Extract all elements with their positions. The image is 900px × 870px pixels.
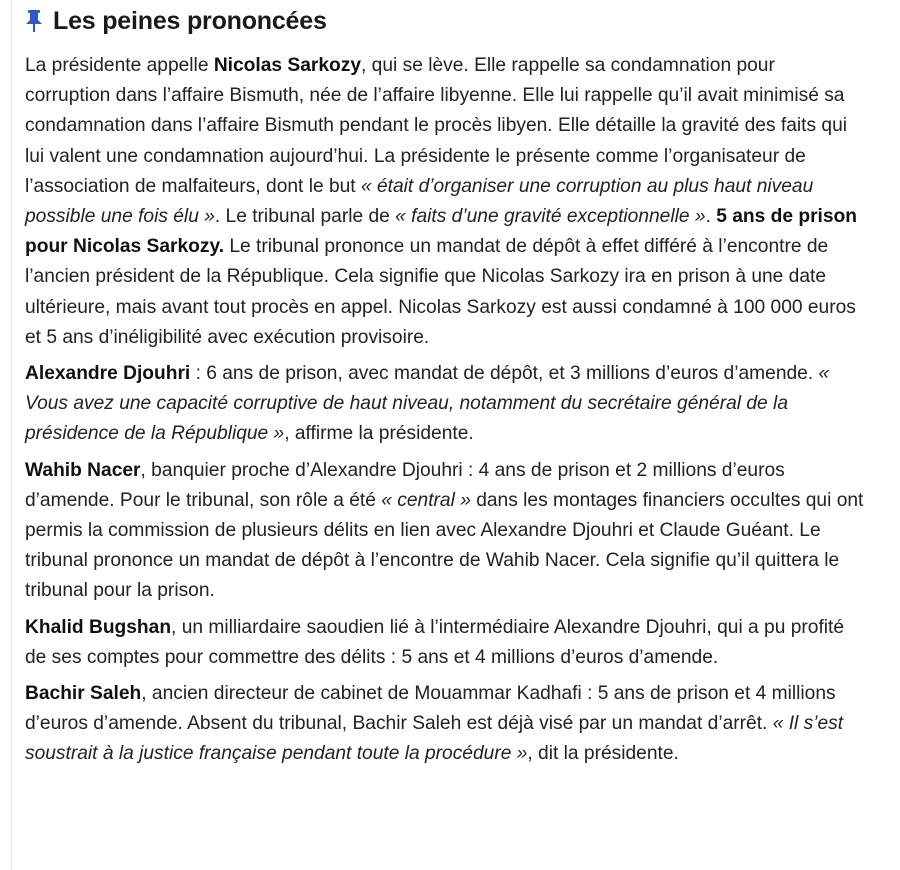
quote: « Il s’est soustrait à la justice française pendant toute la procédure » bbox=[25, 713, 844, 765]
name-saleh: Bachir Saleh bbox=[25, 683, 142, 705]
paragraph-djouhri: Alexandre Djouhri : 6 ans de prison, avec mandat de dépôt, et 3 millions d’euros d’amende. « Vous avez une capacité corruptive de haut niveau, notamment du secrétaire général de la présidence de la République », affirme la présidente. bbox=[25, 363, 830, 445]
quote: « Vous avez une capacité corruptive de haut niveau, notamment du secrétaire général de la présidence de la République » bbox=[25, 363, 830, 445]
name-sarkozy: Nicolas Sarkozy bbox=[213, 55, 362, 76]
paragraph-bugshan: Khalid Bugshan, un milliardaire saoudien lié à l’intermédiaire Alexandre Djouhri, qui a pu profité de ses comptes pour commettre des délits : 5 ans et 4 millions d’euros d’amende. bbox=[25, 616, 845, 668]
name-djouhri: Alexandre Djouhri bbox=[25, 363, 191, 385]
sentence-highlight: 5 ans de prison pour Nicolas Sarkozy. bbox=[25, 206, 857, 258]
paragraph-nacer: Wahib Nacer, banquier proche d’Alexandre Djouhri : 4 ans de prison et 2 millions d’euros d’amende. Pour le tribunal, son rôle a été « central » dans les montages financiers occultes qui ont permis la commission de plusieurs délits en lien avec Alexandre Djouhri et Claude Guéant. Le tribunal prononce un mandat de dépôt à l’encontre de Wahib Nacer. Cela signifie qu’il quittera le tribunal pour la prison. bbox=[25, 459, 864, 602]
name-bugshan: Khalid Bugshan bbox=[25, 616, 172, 638]
quote: « faits d’une gravité exceptionnelle » bbox=[395, 206, 706, 228]
section-heading bbox=[25, 4, 865, 38]
left-border bbox=[11, 0, 12, 870]
paragraph-sarkozy: La présidente appelle Nicolas Sarkozy, qui se lève. Elle rappelle sa condamnation pour corruption dans l’affaire Bismuth, née de l’affaire libyenne. Elle lui rappelle qu’il avait minimisé sa condamnation dans l’affaire Bismuth pendant le procès libyen. Elle détaille la gravité des faits qui lui valent une condamnation aujourd’hui. La présidente le présente comme l’organisateur de l’association de malfaiteurs, dont le but « était d’organiser une corruption au plus haut niveau possible une fois élu ». Le tribunal parle de « faits d’une gravité exceptionnelle ». 5 ans de prison pour Nicolas Sarkozy. Le tribunal prononce un mandat de dépôt à effet différé à l’encontre de l’ancien président de la République. Cela signifie que Nicolas Sarkozy ira en prison à une date ultérieure, mais avant tout procès en appel. Nicolas Sarkozy est aussi condamné à 100 000 euros et 5 ans d’inéligibilité avec exécution provisoire. bbox=[25, 55, 857, 348]
pushpin-icon bbox=[25, 9, 43, 33]
quote: « central » bbox=[381, 489, 471, 511]
paragraph-saleh: Bachir Saleh, ancien directeur de cabinet de Mouammar Kadhafi : 5 ans de prison et 4 millions d’euros d’amende. Absent du tribunal, Bachir Saleh est déjà visé par un mandat d’arrêt. « Il s’est soustrait à la justice française pendant toute la procédure », dit la présidente. bbox=[25, 683, 844, 765]
section-title: Les peines prononcées bbox=[53, 6, 327, 35]
name-nacer: Wahib Nacer bbox=[25, 459, 141, 481]
quote: « était d’organiser une corruption au plus haut niveau possible une fois élu » bbox=[25, 175, 814, 228]
article-section bbox=[25, 4, 865, 776]
